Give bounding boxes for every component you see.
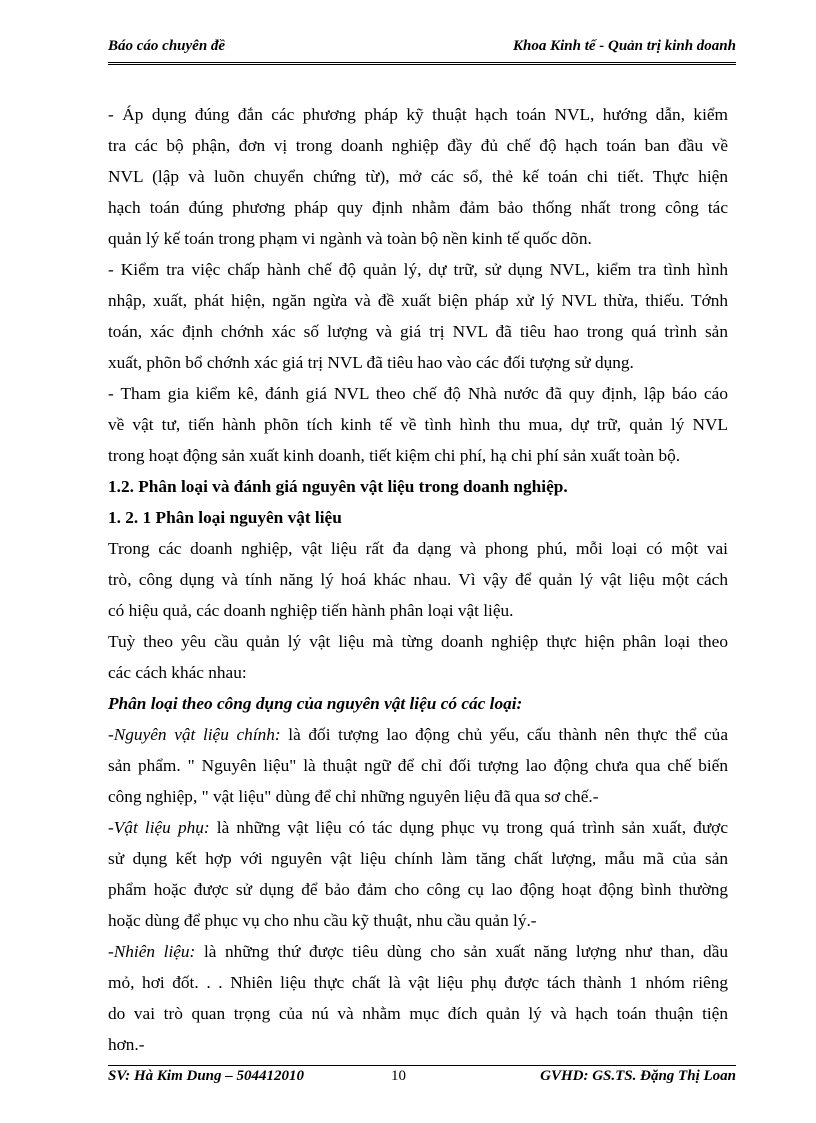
section-heading-1-2: 1.2. Phân loại và đánh giá nguyên vật liệu trong doanh nghiệp. bbox=[108, 477, 568, 496]
body-line: trò, công dụng và tính năng lý hoá khác nhau. Vì vậy để quản lý vật liệu một cách bbox=[108, 570, 728, 589]
document-body bbox=[108, 99, 728, 1060]
footer-student: SV: Hà Kim Dung – 504412010 bbox=[108, 1068, 305, 1084]
term-definition: là những thứ được tiêu dùng cho sản xuất năng lượng như than, dầu bbox=[195, 942, 729, 961]
body-line: nhập, xuất, phát hiện, ngăn ngừa và đề xuất biện pháp xử lý NVL thừa, thiếu. Tớnh bbox=[108, 291, 728, 310]
footer-supervisor: GVHD: GS.TS. Đặng Thị Loan bbox=[540, 1068, 736, 1084]
term-main-material: -Nguyên vật liệu chính: bbox=[108, 725, 281, 744]
header-faculty: Khoa Kinh tế - Quản trị kinh doanh bbox=[512, 38, 736, 54]
subheading-classification: Phân loại theo công dụng của nguyên vật liệu có các loại: bbox=[108, 694, 523, 713]
body-line: mỏ, hơi đốt. . . Nhiên liệu thực chất là vật liệu phụ được tách thành 1 nhóm riêng bbox=[108, 973, 728, 992]
body-line: hoặc dùng để phục vụ cho nhu cầu kỹ thuật, nhu cầu quản lý.- bbox=[108, 911, 537, 930]
body-line: sản phẩm. " Nguyên liệu" là thuật ngữ để chỉ đối tượng lao động chưa qua chế biến bbox=[108, 756, 728, 775]
body-line: về vật tư, tiến hành phõn tích kinh tế về tình hình thu mua, dự trữ, quản lý NVL bbox=[108, 415, 728, 434]
body-line: quản lý kế toán trong phạm vi ngành và toàn bộ nền kinh tế quốc dõn. bbox=[108, 229, 592, 248]
term-definition: là đối tượng lao động chủ yếu, cấu thành nên thực thể của bbox=[280, 725, 728, 744]
body-line: xuất, phõn bổ chớnh xác giá trị NVL đã tiêu hao vào các đối tượng sử dụng. bbox=[108, 353, 634, 372]
body-line: - Tham gia kiểm kê, đánh giá NVL theo chế độ Nhà nước đã quy định, lập báo cáo bbox=[108, 384, 728, 403]
body-line: hơn.- bbox=[108, 1035, 145, 1054]
body-line: NVL (lập và luõn chuyển chứng từ), mở các sổ, thẻ kế toán chi tiết. Thực hiện bbox=[108, 167, 728, 186]
body-line: toán, xác định chớnh xác số lượng và giá trị NVL đã tiêu hao trong quá trình sản bbox=[108, 322, 728, 341]
page-number: 10 bbox=[391, 1068, 406, 1084]
body-line: sử dụng kết hợp với nguyên vật liệu chính làm tăng chất lượng, mẫu mã của sản bbox=[108, 849, 728, 868]
term-auxiliary-material: -Vật liệu phụ: bbox=[108, 818, 210, 837]
body-line: các cách khác nhau: bbox=[108, 663, 247, 682]
body-line: công nghiệp, " vật liệu" dùng để chỉ những nguyên liệu đã qua sơ chế.- bbox=[108, 787, 599, 806]
body-line: Trong các doanh nghiệp, vật liệu rất đa dạng và phong phú, mỗi loại có một vai bbox=[108, 539, 728, 558]
body-line: phẩm hoặc được sử dụng để bảo đảm cho công cụ lao động hoạt động bình thường bbox=[108, 880, 728, 899]
body-line: có hiệu quả, các doanh nghiệp tiến hành phân loại vật liệu. bbox=[108, 601, 514, 620]
body-line: Tuỳ theo yêu cầu quản lý vật liệu mà từng doanh nghiệp thực hiện phân loại theo bbox=[108, 632, 728, 651]
body-line bbox=[108, 936, 728, 967]
body-line: - Áp dụng đúng đắn các phương pháp kỹ thuật hạch toán NVL, hướng dẫn, kiểm bbox=[108, 105, 728, 124]
term-definition: là những vật liệu có tác dụng phục vụ trong quá trình sản xuất, được bbox=[209, 818, 728, 837]
body-line: trong hoạt động sản xuất kinh doanh, tiết kiệm chi phí, hạ chi phí sản xuất toàn bộ. bbox=[108, 446, 681, 465]
body-line bbox=[108, 812, 728, 843]
body-line: tra các bộ phận, đơn vị trong doanh nghiệp đầy đủ chế độ hạch toán ban đầu về bbox=[108, 136, 728, 155]
section-heading-1-2-1: 1. 2. 1 Phân loại nguyên vật liệu bbox=[108, 508, 342, 527]
body-line bbox=[108, 719, 728, 750]
header-report-title: Báo cáo chuyên đề bbox=[108, 38, 226, 54]
term-fuel: -Nhiên liệu: bbox=[108, 942, 196, 961]
page-header bbox=[108, 38, 736, 65]
page-footer bbox=[108, 1065, 736, 1090]
body-line: do vai trò quan trọng của nú và nhằm mục đích quản lý và hạch toán thuận tiện bbox=[108, 1004, 728, 1023]
body-line: hạch toán đúng phương pháp quy định nhằm đảm bảo thống nhất trong công tác bbox=[108, 198, 728, 217]
body-line: - Kiểm tra việc chấp hành chế độ quản lý, dự trữ, sử dụng NVL, kiểm tra tình hình bbox=[108, 260, 728, 279]
